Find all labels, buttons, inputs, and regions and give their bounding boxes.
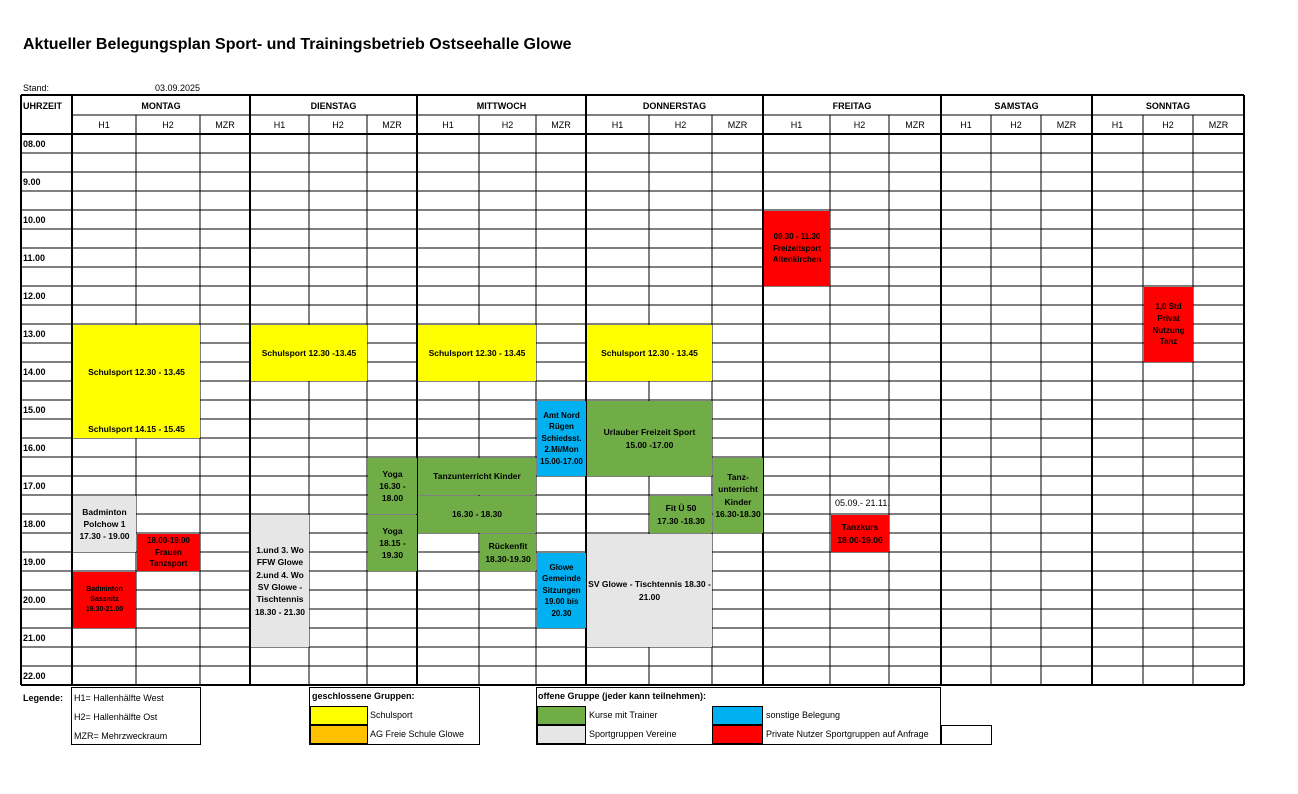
tanzkurs-dates-note: 05.09.- 21.11. <box>835 498 890 508</box>
mi-glowe-gemeinde-text: 20.30 <box>551 608 572 618</box>
legend-swatch-red <box>712 725 763 744</box>
room-header-h2: H2 <box>501 120 514 130</box>
mi-glowe-gemeinde-text: Gemeinde <box>542 574 581 584</box>
mi-amt-nord-block <box>537 401 586 476</box>
legend-open-vereine: Sportgruppen Vereine <box>589 729 677 739</box>
room-header-mzr: MZR <box>1056 120 1077 130</box>
di-yoga-1-block <box>368 458 417 514</box>
legend-open-kurse: Kurse mit Trainer <box>589 710 658 720</box>
time-label: 13.00 <box>23 329 46 339</box>
di-ffw-sv-glowe-text: FFW Glowe <box>256 557 304 568</box>
day-header-freitag: FREITAG <box>832 101 872 111</box>
do-tanzunterricht-kinder-block <box>713 458 763 533</box>
fr-freizeitsport-text: Freizeitsport <box>772 243 821 253</box>
legend-swatch-yellow <box>310 706 368 725</box>
day-header-montag: MONTAG <box>141 101 181 111</box>
do-sv-glowe-tischtennis-text: SV Glowe - Tischtennis 18.30 - <box>588 579 711 590</box>
time-label: 17.00 <box>23 481 46 491</box>
room-header-h2: H2 <box>1162 120 1174 130</box>
room-header-h2: H2 <box>853 120 866 130</box>
do-urlauber-freizeit-block <box>587 401 712 476</box>
mi-glowe-gemeinde-text: Glowe <box>549 562 574 572</box>
di-yoga-1-text: 16.30 - <box>379 480 406 491</box>
time-label: 20.00 <box>23 595 46 605</box>
di-yoga-1-text: 18.00 <box>381 493 404 504</box>
time-label: 9.00 <box>23 177 41 187</box>
do-schulsport-text: Schulsport 12.30 - 13.45 <box>601 347 698 358</box>
di-schulsport-block <box>251 325 367 381</box>
stand-date: 03.09.2025 <box>155 83 201 93</box>
legend-room-h1: H1= Hallenhälfte West <box>74 693 164 703</box>
do-fit-ue-50-block <box>650 496 712 533</box>
mo-badminton-sassnitz-text: Badminton <box>86 585 123 593</box>
room-header-mzr: MZR <box>382 120 402 130</box>
mo-badminton-polchow-text: Badminton <box>82 506 127 517</box>
do-tanzunterricht-kinder-text: 16.30-18.30 <box>715 508 761 519</box>
mo-frauen-tanzsport-text: 18.00-19.00 <box>147 536 190 546</box>
di-yoga-2-text: 19.30 <box>381 550 404 561</box>
time-label: 08.00 <box>23 139 46 149</box>
do-tanzunterricht-kinder-text: Kinder <box>724 496 752 507</box>
do-schulsport-block <box>587 325 712 381</box>
day-header-sonntag: SONNTAG <box>1145 101 1191 111</box>
mo-badminton-polchow-text: Polchow 1 <box>83 518 126 529</box>
legend-swatch-blue <box>712 706 763 725</box>
day-header-mittwoch: MITTWOCH <box>476 101 527 111</box>
room-header-h1: H1 <box>611 120 624 130</box>
do-fit-ue-50-text: Fit Ü 50 <box>665 503 697 514</box>
do-sv-glowe-tischtennis-block <box>587 534 712 647</box>
legend-room-h2: H2= Hallenhälfte Ost <box>74 712 158 722</box>
legend-swatch-green <box>537 706 586 725</box>
fr-freizeitsport-text: Altenkirchen <box>772 255 822 265</box>
time-label: 16.00 <box>23 443 46 453</box>
room-header-h1: H1 <box>790 120 803 130</box>
do-sv-glowe-tischtennis-text: 21.00 <box>638 591 661 602</box>
mi-rueckenfit-text: 18.30-19.30 <box>485 553 531 564</box>
mi-rueckenfit-text: Rückenfit <box>488 541 528 552</box>
room-header-h1: H1 <box>1111 120 1124 130</box>
mi-tanzunterricht-kinder-text: Tanzunterricht Kinder <box>433 471 521 482</box>
mi-schulsport-block <box>418 325 536 381</box>
legend-open-private: Private Nutzer Sportgruppen auf Anfrage <box>766 729 929 739</box>
so-privat-nutzung-text: 1,0 Std <box>1155 302 1182 312</box>
day-header-samstag: SAMSTAG <box>994 101 1039 111</box>
legend-room-mzr: MZR= Mehrzweckraum <box>74 731 168 741</box>
mo-schulsport-2-text: Schulsport 14.15 - 15.45 <box>88 423 185 434</box>
do-fit-ue-50-text: 17.30 -18.30 <box>657 515 705 526</box>
mi-amt-nord-text: Amt Nord <box>543 410 580 420</box>
legend-closed-title: geschlossene Gruppen: <box>312 691 415 701</box>
mi-tanzunterricht-zeit-text: 16.30 - 18.30 <box>451 509 503 520</box>
room-header-h2: H2 <box>674 120 687 130</box>
time-label: 14.00 <box>23 367 46 377</box>
mo-schulsport-1-block <box>73 363 200 381</box>
room-header-mzr: MZR <box>551 120 571 130</box>
do-tanzunterricht-kinder-text: Tanz- <box>727 471 749 482</box>
mo-badminton-sassnitz-text: Sassnitz <box>90 595 119 603</box>
mi-tanzunterricht-kinder-block <box>418 458 536 495</box>
time-label: 11.00 <box>23 253 46 263</box>
page-title: Aktueller Belegungsplan Sport- und Trainingsbetrieb Ostseehalle Glowe <box>23 36 572 53</box>
di-schulsport-text: Schulsport 12.30 -13.45 <box>261 347 357 358</box>
do-urlauber-freizeit-text: Urlauber Freizeit Sport <box>603 427 696 438</box>
di-ffw-sv-glowe-text: 1.und 3. Wo <box>256 545 304 556</box>
di-ffw-sv-glowe-text: 2.und 4. Wo <box>256 569 304 580</box>
time-label: 15.00 <box>23 405 46 415</box>
mo-frauen-tanzsport-text: Tanzsport <box>149 559 188 569</box>
room-header-mzr: MZR <box>215 120 235 130</box>
room-header-mzr: MZR <box>905 120 925 130</box>
di-yoga-2-block <box>368 515 417 571</box>
time-column-header: UHRZEIT <box>23 101 62 111</box>
day-header-dienstag: DIENSTAG <box>310 101 357 111</box>
do-tanzunterricht-kinder-text: unterricht <box>718 484 758 495</box>
mo-badminton-sassnitz-text: 19.30-21.00 <box>85 606 124 614</box>
so-privat-nutzung-text: Tanz <box>1159 337 1178 347</box>
time-label: 10.00 <box>23 215 46 225</box>
fr-freizeitsport-text: 09.30 - 11.30 <box>773 232 821 242</box>
mo-frauen-tanzsport-block <box>137 534 200 571</box>
legend-open-extra-cell <box>941 725 992 745</box>
mo-schulsport-1-text: Schulsport 12.30 - 13.45 <box>88 366 185 377</box>
do-urlauber-freizeit-text: 15.00 -17.00 <box>625 439 674 450</box>
room-header-h1: H1 <box>273 120 286 130</box>
time-label: 21.00 <box>23 633 46 643</box>
mi-tanzunterricht-zeit-block <box>418 496 536 533</box>
room-header-mzr: MZR <box>727 120 748 130</box>
so-privat-nutzung-block <box>1144 287 1193 362</box>
di-ffw-sv-glowe-text: SV Glowe - <box>257 582 303 592</box>
room-header-h2: H2 <box>1010 120 1022 130</box>
fr-freizeitsport-block <box>764 211 830 286</box>
di-ffw-sv-glowe-text: 18.30 - 21.30 <box>254 606 306 617</box>
di-yoga-2-text: 18.15 - <box>379 537 406 548</box>
mi-glowe-gemeinde-text: 19.00 bis <box>544 597 579 607</box>
room-header-h1: H1 <box>960 120 972 130</box>
mi-rueckenfit-block <box>480 534 536 571</box>
legend-closed-ag: AG Freie Schule Glowe <box>370 729 465 739</box>
room-header-h2: H2 <box>162 120 174 130</box>
legend-open-sonstige: sonstige Belegung <box>766 710 841 720</box>
mo-badminton-sassnitz-block <box>73 572 136 628</box>
legend-label: Legende: <box>23 693 64 703</box>
fr-tanzkurs-text: Tanzkurs <box>841 522 879 533</box>
room-header-h1: H1 <box>442 120 454 130</box>
legend-swatch-orange <box>310 725 368 744</box>
di-yoga-2-text: Yoga <box>382 525 403 536</box>
stand-label: Stand: <box>23 83 50 93</box>
so-privat-nutzung-text: Privat <box>1157 313 1180 323</box>
room-header-mzr: MZR <box>1208 120 1229 130</box>
mi-amt-nord-text: 15.00-17.00 <box>540 456 583 466</box>
mi-amt-nord-text: Rügen <box>549 422 574 432</box>
di-ffw-sv-glowe-block <box>251 515 309 647</box>
legend-open-title: offene Gruppe (jeder kann teilnehmen): <box>538 691 707 701</box>
mo-badminton-polchow-block <box>73 496 136 552</box>
mi-amt-nord-text: 2.Mi/Mon <box>544 445 579 455</box>
legend-closed-schulsport: Schulsport <box>370 710 413 720</box>
di-ffw-sv-glowe-text: Tischtennis <box>256 594 304 605</box>
mo-frauen-tanzsport-text: Frauen <box>155 547 182 557</box>
di-yoga-1-text: Yoga <box>382 468 403 479</box>
time-label: 22.00 <box>23 671 46 681</box>
time-label: 18.00 <box>23 519 46 529</box>
mi-glowe-gemeinde-block <box>537 553 586 628</box>
fr-tanzkurs-text: 18.00-19.00 <box>837 534 883 545</box>
room-header-h1: H1 <box>98 120 110 130</box>
mi-schulsport-text: Schulsport 12.30 - 13.45 <box>428 347 526 358</box>
fr-tanzkurs-block <box>831 515 889 552</box>
time-label: 12.00 <box>23 291 46 301</box>
time-label: 19.00 <box>23 557 46 567</box>
mi-amt-nord-text: Schiedsst. <box>541 433 582 443</box>
day-header-donnerstag: DONNERSTAG <box>642 101 707 111</box>
mo-schulsport-2-block <box>73 420 200 438</box>
room-header-h2: H2 <box>332 120 344 130</box>
legend-swatch-grey <box>537 725 586 744</box>
mi-glowe-gemeinde-text: Sitzungen <box>542 585 581 595</box>
so-privat-nutzung-text: Nutzung <box>1152 325 1185 335</box>
mo-badminton-polchow-text: 17.30 - 19.00 <box>79 531 130 542</box>
